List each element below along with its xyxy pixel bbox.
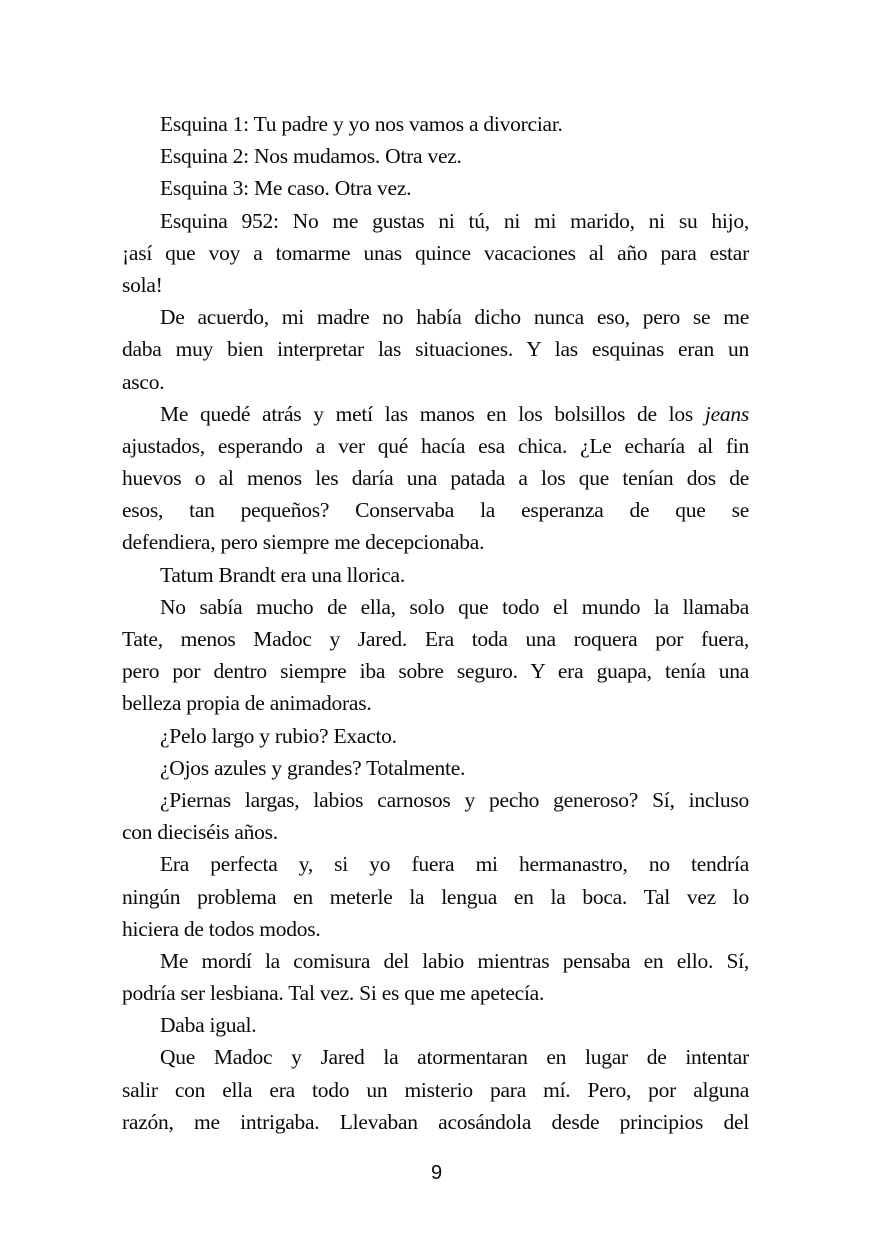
text-line: [122, 301, 749, 333]
text-segment: Tate, menos Madoc y Jared. Era toda una roquera por fuera,: [122, 627, 749, 651]
text-segment: huevos o al menos les daría una patada a los que tenían dos de: [122, 466, 749, 491]
text-line: [122, 848, 749, 880]
text-segment: belleza propia de animadoras.: [122, 691, 372, 716]
text-segment: Me quedé atrás y metí las manos en los bolsillos de los: [160, 401, 705, 426]
text-line: [122, 913, 749, 945]
text-block: [122, 108, 749, 1138]
text-segment: Daba igual.: [160, 1013, 257, 1038]
text-segment: daba muy bien interpretar las situaciones. Y las esquinas eran un: [122, 337, 749, 362]
text-line: [122, 140, 749, 172]
text-segment: Esquina 1: Tu padre y yo nos vamos a divorciar.: [160, 112, 563, 136]
text-segment: esos, tan pequeños? Conservaba la esperanza de que se: [122, 498, 749, 523]
text-segment: Me mordí la comisura del labio mientras pensaba en ello. Sí,: [160, 948, 749, 973]
text-segment: Esquina 952: No me gustas ni tú, ni mi marido, ni su hijo,: [160, 208, 749, 233]
text-segment: Tatum Brandt era una llorica.: [160, 562, 405, 587]
text-line: [122, 430, 749, 462]
text-line: [122, 205, 749, 237]
text-line: [122, 1009, 749, 1041]
text-segment: Esquina 3: Me caso. Otra vez.: [160, 176, 412, 201]
text-segment: podría ser lesbiana. Tal vez. Si es que me apetecía.: [122, 981, 545, 1006]
text-segment: ¡así que voy a tomarme unas quince vacaciones al año para estar: [122, 240, 749, 265]
text-segment: Que Madoc y Jared la atormentaran en lugar de intentar: [160, 1045, 749, 1070]
text-segment: ¿Pelo largo y rubio? Exacto.: [160, 723, 397, 748]
text-line: [122, 108, 749, 140]
text-line: [122, 752, 749, 784]
italic-text: jeans: [704, 401, 749, 426]
text-line: [122, 720, 749, 752]
text-line: [122, 784, 749, 816]
text-segment: ajustados, esperando a ver qué hacía esa chica. ¿Le echaría al fin: [122, 433, 749, 458]
text-segment: salir con ella era todo un misterio para mí. Pero, por alguna: [122, 1077, 749, 1102]
text-line: [122, 816, 749, 848]
text-line: [122, 366, 749, 398]
text-segment: Era perfecta y, si yo fuera mi hermanastro, no tendría: [160, 852, 749, 877]
text-line: [122, 172, 749, 204]
text-segment: con dieciséis años.: [122, 820, 278, 845]
text-line: [122, 237, 749, 269]
text-line: [122, 526, 749, 558]
text-line: [122, 687, 749, 719]
text-segment: ¿Piernas largas, labios carnosos y pecho generoso? Sí, incluso: [160, 787, 749, 812]
text-segment: razón, me intrigaba. Llevaban acosándola desde principios del: [122, 1109, 749, 1134]
text-segment: asco.: [122, 369, 165, 394]
text-segment: pero por dentro siempre iba sobre seguro. Y era guapa, tenía una: [122, 659, 749, 684]
text-segment: hiciera de todos modos.: [122, 916, 321, 941]
text-line: [122, 591, 749, 623]
text-line: [122, 881, 749, 913]
text-line: [122, 269, 749, 301]
page-number: 9: [430, 1162, 443, 1184]
text-line: [122, 398, 749, 430]
text-segment: sola!: [122, 272, 163, 297]
text-line: [122, 1106, 749, 1138]
text-line: [122, 494, 749, 526]
text-segment: defendiera, pero siempre me decepcionaba.: [122, 530, 485, 555]
text-segment: ningún problema en meterle la lengua en la boca. Tal vez lo: [122, 884, 749, 909]
text-line: [122, 655, 749, 687]
text-line: [122, 945, 749, 977]
text-line: [122, 333, 749, 365]
text-line: [122, 1041, 749, 1073]
text-segment: De acuerdo, mi madre no había dicho nunca eso, pero se me: [160, 305, 749, 330]
text-segment: No sabía mucho de ella, solo que todo el mundo la llamaba: [160, 594, 749, 619]
text-segment: Esquina 2: Nos mudamos. Otra vez.: [160, 144, 462, 169]
text-line: [122, 462, 749, 494]
text-line: [122, 559, 749, 591]
text-segment: ¿Ojos azules y grandes? Totalmente.: [160, 755, 466, 780]
text-line: [122, 977, 749, 1009]
text-line: [122, 1074, 749, 1106]
text-line: [122, 623, 749, 655]
